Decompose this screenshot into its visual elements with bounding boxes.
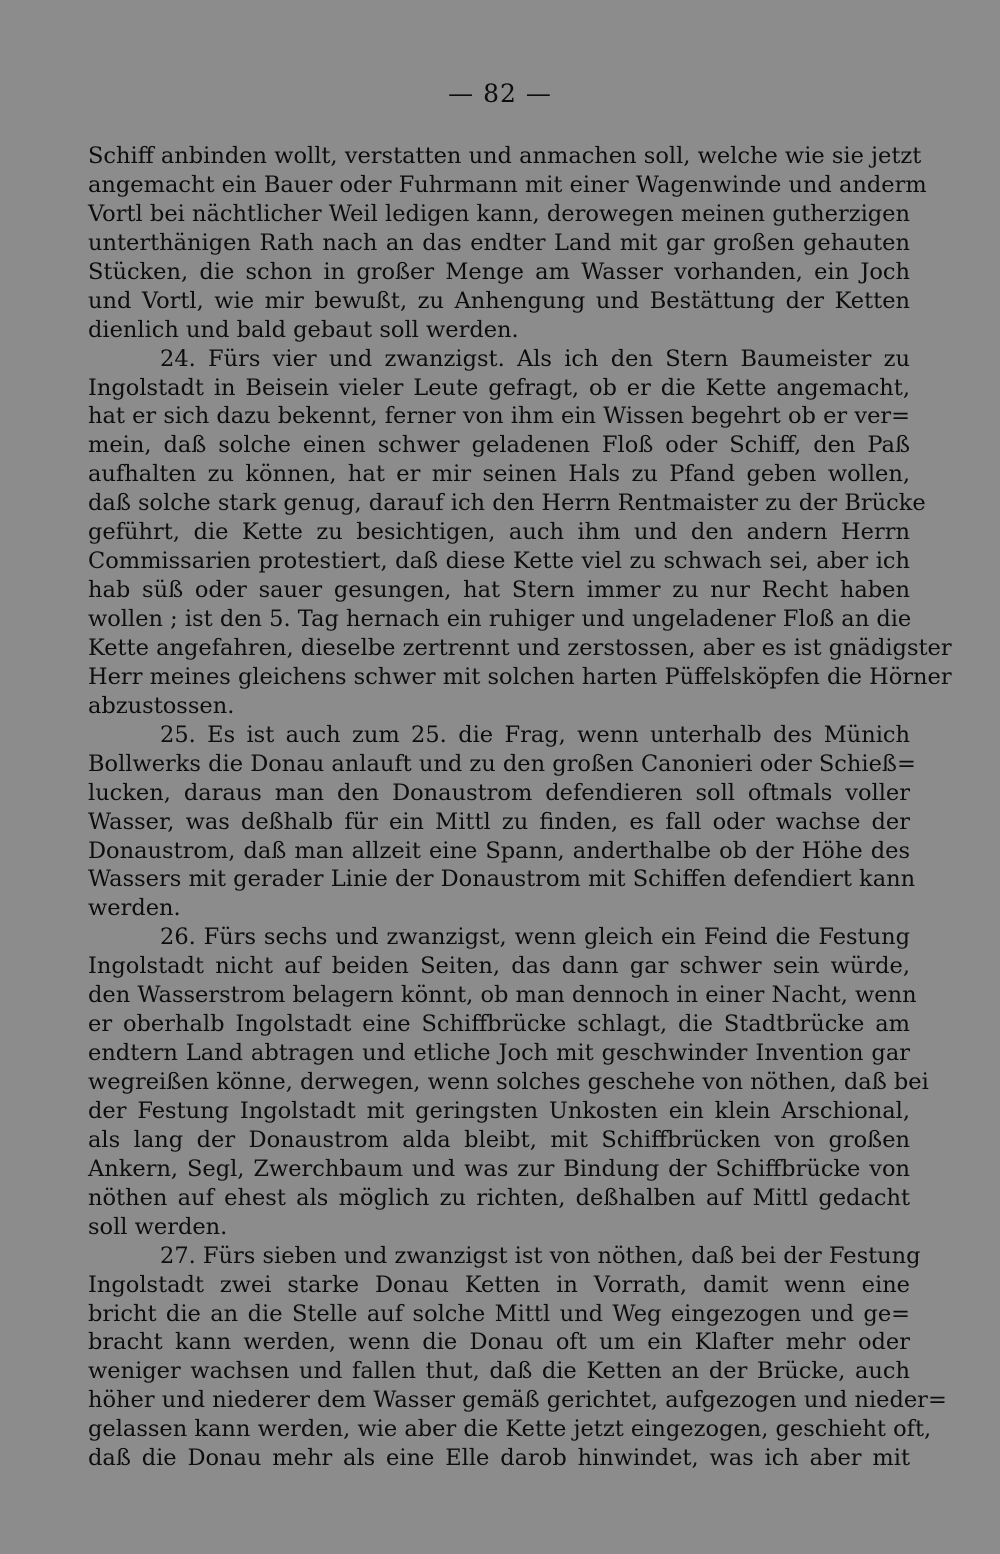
text-line: gelassen kann werden, wie aber die Kette jetzt eingezogen, geschieht oft, xyxy=(88,1416,932,1443)
text-line: bricht die an die Stelle auf solche Mittl und Weg eingezogen und ge= xyxy=(88,1300,910,1327)
text-line: angemacht ein Bauer oder Fuhrmann mit einer Wagenwinde und anderm xyxy=(88,171,927,198)
text-line: mein, daß solche einen schwer geladenen Floß oder Schiff, den Paß xyxy=(88,432,910,459)
text-line: Schiff anbinden wollt, verstatten und anmachen soll, welche wie sie jetzt xyxy=(88,143,922,169)
text-line: Vortl bei nächtlicher Weil ledigen kann, derowegen meinen gutherzigen xyxy=(88,200,910,227)
text-line: hat er sich dazu bekennt, ferner von ihm ein Wissen begehrt ob er ver= xyxy=(88,403,910,430)
page-number: — 82 — xyxy=(448,79,552,108)
text-line: 25. Es ist auch zum 25. die Frag, wenn unterhalb des Münich xyxy=(160,721,910,748)
text-line: den Wasserstrom belagern könnt, ob man dennoch in einer Nacht, wenn xyxy=(88,982,917,1009)
text-line: 26. Fürs sechs und zwanzigst, wenn gleich ein Feind die Festung xyxy=(160,924,910,951)
text-line: wollen ; ist den 5. Tag hernach ein ruhiger und ungeladener Floß an die xyxy=(88,606,912,632)
text-line: werden. xyxy=(88,895,181,922)
text-line: daß solche stark genug, darauf ich den Herrn Rentmaister zu der Brücke xyxy=(88,490,926,517)
text-line: Ingolstadt zwei starke Donau Ketten in Vorrath, damit wenn eine xyxy=(88,1271,910,1298)
text-line: Herr meines gleichens schwer mit solchen harten Püffelsköpfen die Hörner xyxy=(88,663,952,690)
text-line: Wassers mit gerader Linie der Donaustrom mit Schiffen defendiert kann xyxy=(88,866,916,893)
text-line: Wasser, was deßhalb für ein Mittl zu finden, es fall oder wachse der xyxy=(88,808,910,835)
text-line: geführt, die Kette zu besichtigen, auch ihm und den andern Herrn xyxy=(88,519,910,546)
text-line: abzustossen. xyxy=(88,692,235,719)
text-line: Donaustrom, daß man allzeit eine Spann, anderthalbe ob der Höhe des xyxy=(88,837,910,864)
text-line: Stücken, die schon in großer Menge am Wasser vorhanden, ein Joch xyxy=(88,258,910,285)
text-line: soll werden. xyxy=(88,1213,228,1240)
text-line: Ankern, Segl, Zwerchbaum und was zur Bindung der Schiffbrücke von xyxy=(88,1155,910,1182)
text-line: Bollwerks die Donau anlauft und zu den großen Canonieri oder Schieß= xyxy=(88,750,916,777)
text-line: und Vortl, wie mir bewußt, zu Anhengung und Bestättung der Ketten xyxy=(88,287,910,314)
text-line: 24. Fürs vier und zwanzigst. Als ich den Stern Baumeister zu xyxy=(160,345,910,372)
text-line: bracht kann werden, wenn die Donau oft um ein Klafter mehr oder xyxy=(88,1329,910,1356)
text-line: daß die Donau mehr als eine Elle darob hinwindet, was ich aber mit xyxy=(88,1445,910,1472)
page-body-text xyxy=(88,142,952,1473)
text-line: dienlich und bald gebaut soll werden. xyxy=(88,316,519,343)
text-line: hab süß oder sauer gesungen, hat Stern immer zu nur Recht haben xyxy=(88,577,910,604)
text-line: Ingolstadt in Beisein vieler Leute gefragt, ob er die Kette angemacht, xyxy=(88,374,910,401)
text-line: wegreißen könne, derwegen, wenn solches geschehe von nöthen, daß bei xyxy=(88,1069,929,1095)
text-line: weniger wachsen und fallen thut, daß die Ketten an der Brücke, auch xyxy=(88,1358,910,1385)
text-line: nöthen auf ehest als möglich zu richten, deßhalben auf Mittl gedacht xyxy=(88,1184,910,1211)
text-line: aufhalten zu können, hat er mir seinen Hals zu Pfand geben wollen, xyxy=(88,461,910,488)
text-line: 27. Fürs sieben und zwanzigst ist von nöthen, daß bei der Festung xyxy=(160,1242,921,1269)
text-line: Ingolstadt nicht auf beiden Seiten, das dann gar schwer sein würde, xyxy=(88,953,910,980)
text-line: Commissarien protestiert, daß diese Kette viel zu schwach sei, aber ich xyxy=(88,548,910,575)
text-line: endtern Land abtragen und etliche Joch mit geschwinder Invention gar xyxy=(88,1040,910,1067)
text-line: er oberhalb Ingolstadt eine Schiffbrücke schlagt, die Stadtbrücke am xyxy=(88,1011,910,1038)
text-line: als lang der Donaustrom alda bleibt, mit Schiffbrücken von großen xyxy=(88,1126,910,1153)
text-line: höher und niederer dem Wasser gemäß gerichtet, aufgezogen und nieder= xyxy=(88,1387,947,1414)
text-line: unterthänigen Rath nach an das endter Land mit gar großen gehauten xyxy=(88,229,910,256)
text-line: Kette angefahren, dieselbe zertrennt und zerstossen, aber es ist gnädigster xyxy=(88,634,952,661)
text-line: der Festung Ingolstadt mit geringsten Unkosten ein klein Arschional, xyxy=(88,1097,910,1124)
text-line: lucken, daraus man den Donaustrom defendieren soll oftmals voller xyxy=(88,779,910,806)
